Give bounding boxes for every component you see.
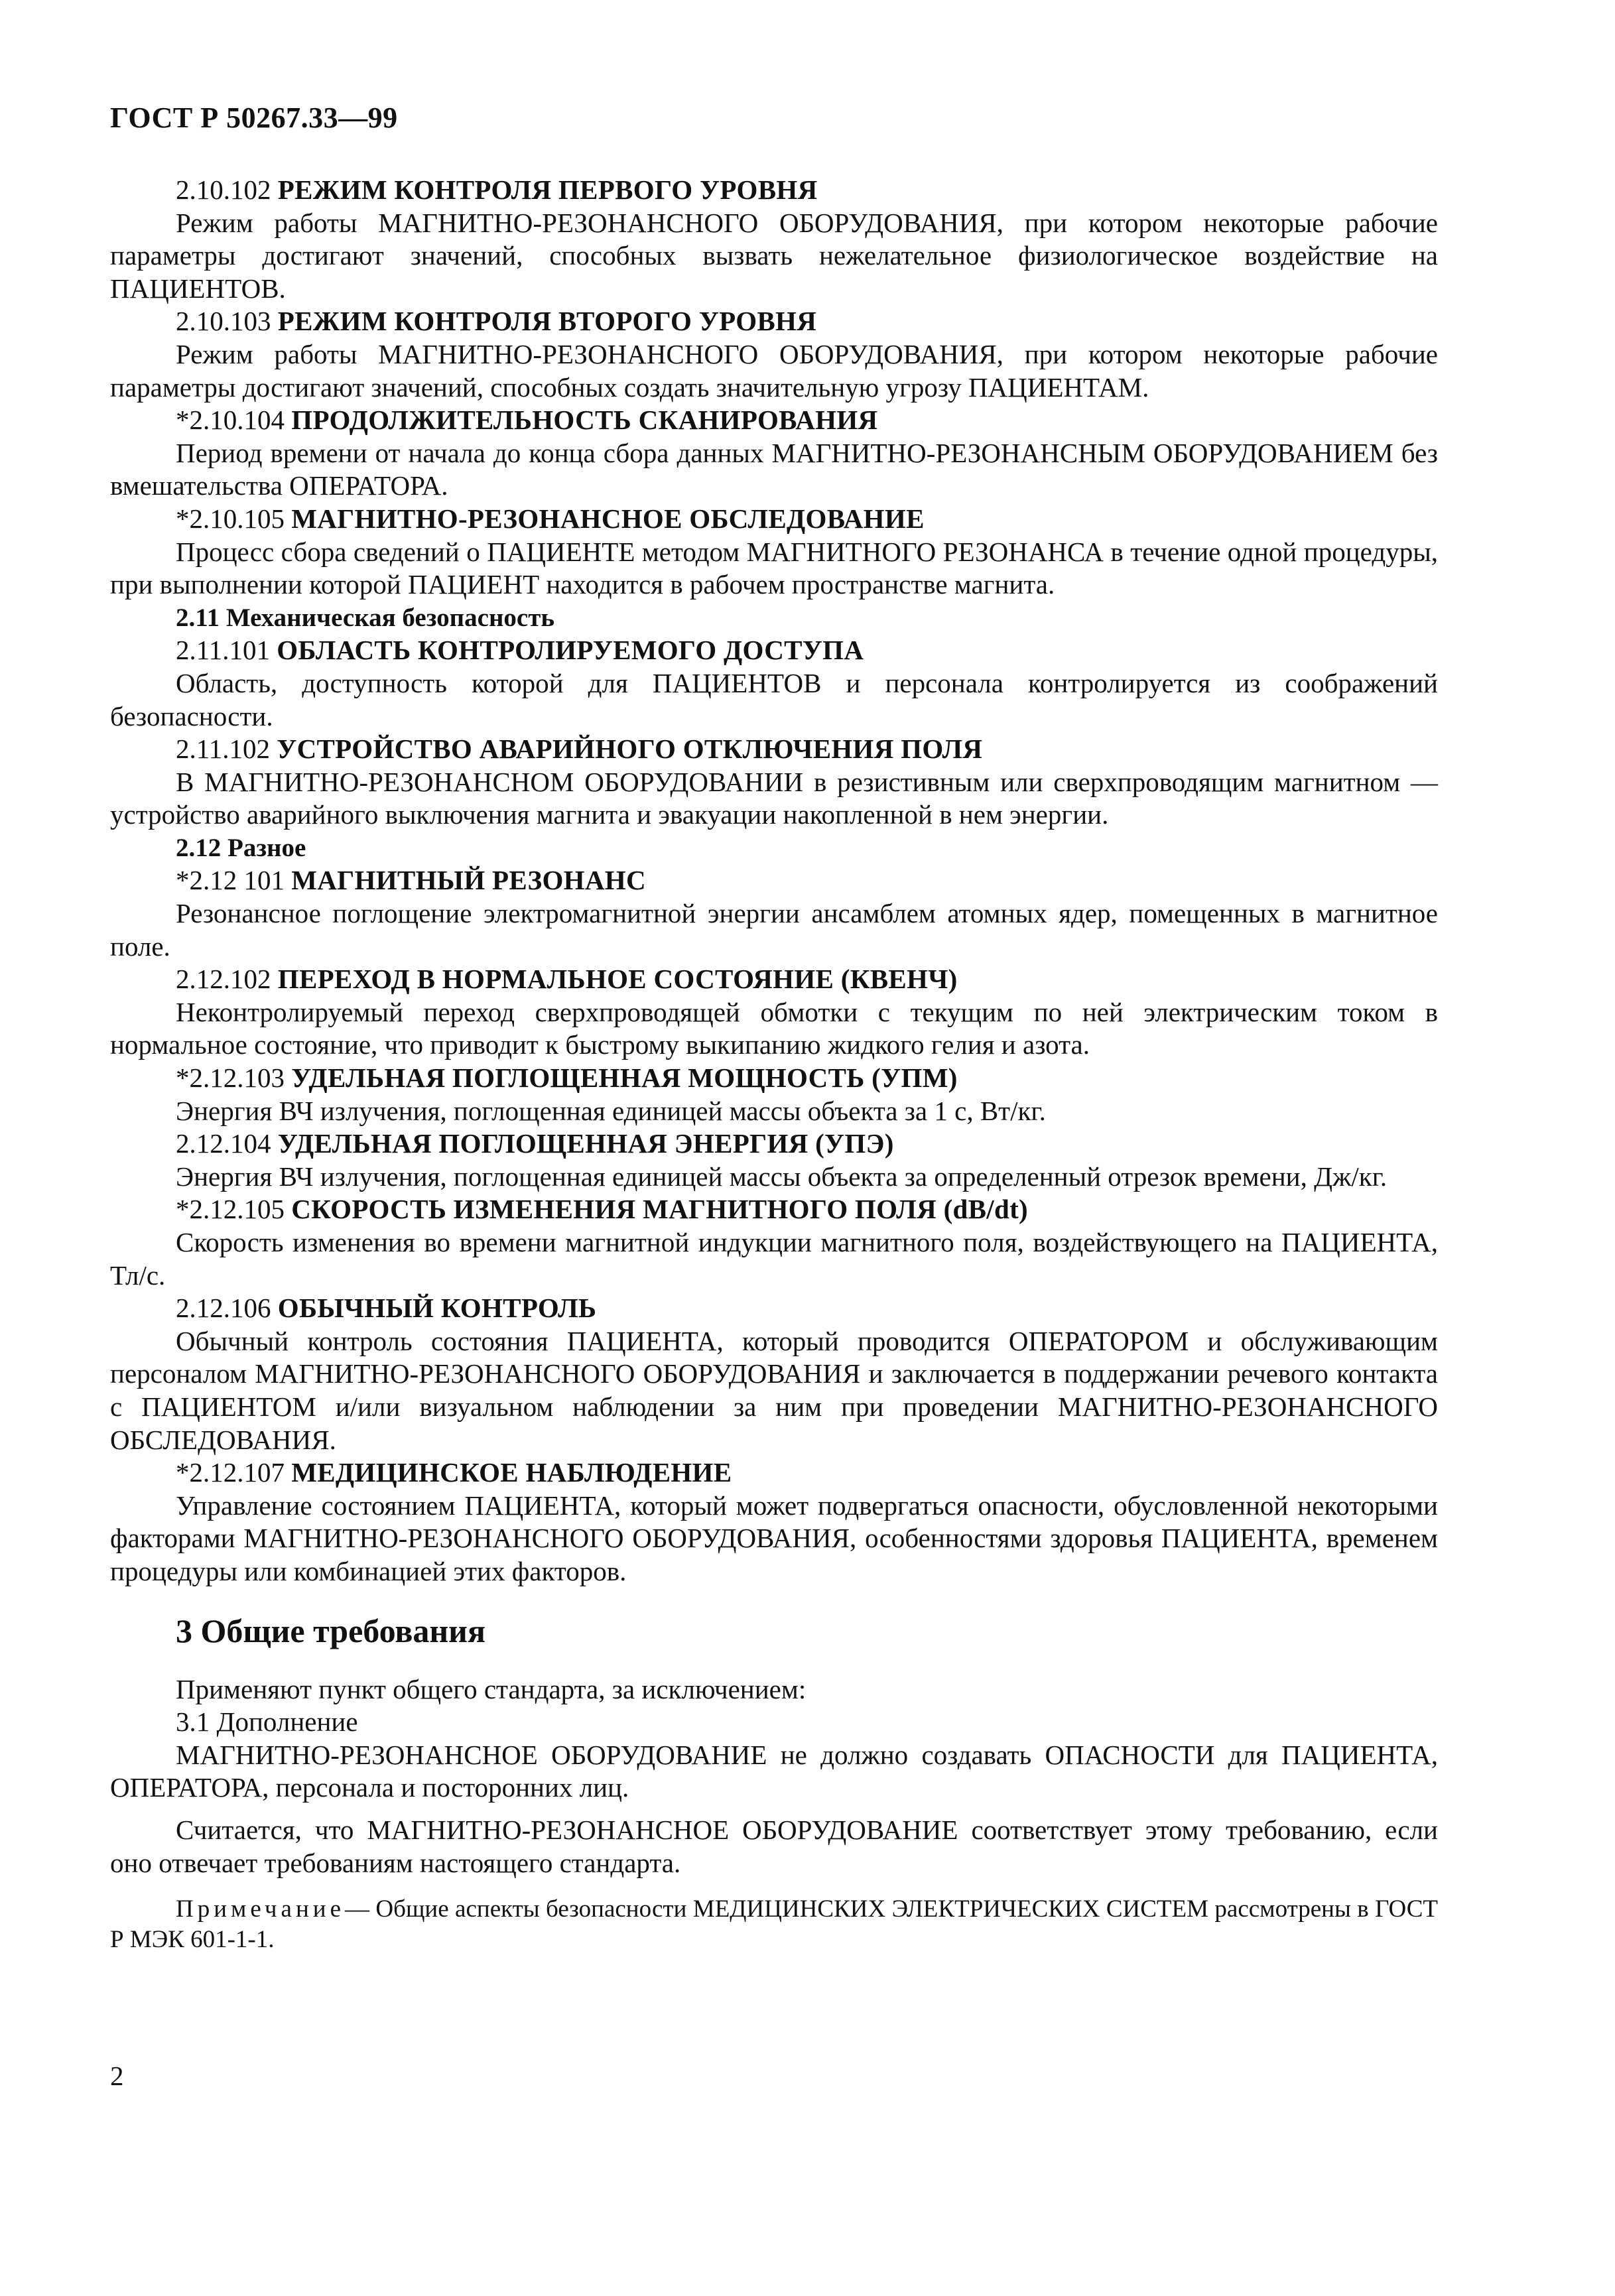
term-number: *2.12.105 [176, 1194, 285, 1225]
term-heading [110, 634, 1438, 667]
term-number: *2.12.103 [176, 1062, 285, 1094]
term-number: *2.10.105 [176, 503, 285, 534]
term-number: 2.12.102 [176, 964, 271, 995]
term-definition: Энергия ВЧ излучения, поглощенная единицей массы объекта за определенный отрезок времени, Дж/кг. [176, 1161, 1388, 1192]
term-title: МЕДИЦИНСКОЕ НАБЛЮДЕНИЕ [291, 1457, 732, 1488]
note-label: Примечание [176, 1895, 345, 1923]
term-title: ПРОДОЛЖИТЕЛЬНОСТЬ СКАНИРОВАНИЯ [291, 405, 878, 436]
section-intro: Применяют пункт общего стандарта, за исключением: [176, 1673, 807, 1704]
term-title: ОБЫЧНЫЙ КОНТРОЛЬ [277, 1293, 597, 1324]
term-heading [110, 503, 1438, 536]
term-definition: Энергия ВЧ излучения, поглощенная единицей массы объекта за 1 с, Вт/кг. [176, 1095, 1046, 1126]
document-body [110, 174, 1438, 1955]
term-title: УДЕЛЬНАЯ ПОГЛОЩЕННАЯ МОЩНОСТЬ (УПМ) [291, 1062, 958, 1094]
term-heading [110, 305, 1438, 338]
term-title: ПЕРЕХОД В НОРМАЛЬНОЕ СОСТОЯНИЕ (КВЕНЧ) [277, 964, 958, 995]
term-heading [110, 1456, 1438, 1490]
page-number: 2 [110, 2061, 124, 2091]
term-definition: Режим работы МАГНИТНО-РЕЗОНАНСНОГО ОБОРУДОВАНИЯ, при котором некоторые рабочие параметры достигают значений, способных создать значительную угрозу ПАЦИЕНТАМ. [110, 338, 1438, 403]
note-text: — Общие аспекты безопасности МЕДИЦИНСКИХ ЭЛЕКТРИЧЕСКИХ СИСТЕМ рассмотрены в ГОСТ Р МЭК 601-1-1. [110, 1895, 1438, 1954]
requirement-paragraph: МАГНИТНО-РЕЗОНАНСНОЕ ОБОРУДОВАНИЕ не должно создавать ОПАСНОСТИ для ПАЦИЕНТА, ОПЕРАТОРА, персонала и посторонних лиц. [110, 1739, 1438, 1803]
term-definition: Скорость изменения во времени магнитной индукции магнитного поля, воздействующего на ПАЦИЕНТА, Тл/с. [110, 1227, 1438, 1291]
term-definition: Управление состоянием ПАЦИЕНТА, который может подвергаться опасности, обусловленной некоторыми факторами МАГНИТНО-РЕЗОНАНСНОГО ОБОРУДОВАНИЯ, особенностями здоровья ПАЦИЕНТА, временем процедуры или комбинацией этих факторов. [110, 1490, 1438, 1586]
term-number: 2.12.104 [176, 1128, 271, 1159]
document-id-header: ГОСТ Р 50267.33—99 [110, 101, 398, 134]
term-number: 2.10.102 [176, 174, 271, 205]
term-title: РЕЖИМ КОНТРОЛЯ ВТОРОГО УРОВНЯ [277, 306, 817, 337]
term-number: 2.10.103 [176, 306, 271, 337]
term-heading [110, 733, 1438, 766]
term-definition: Область, доступность которой для ПАЦИЕНТОВ и персонала контролируется из соображений безопасности. [110, 667, 1438, 732]
term-definition: Процесс сбора сведений о ПАЦИЕНТЕ методом МАГНИТНОГО РЕЗОНАНСА в течение одной процедуры, при выполнении которой ПАЦИЕНТ находится в рабочем пространстве магнита. [110, 536, 1438, 600]
compliance-paragraph: Считается, что МАГНИТНО-РЕЗОНАНСНОЕ ОБОРУДОВАНИЕ соответствует этому требованию, если оно отвечает требованиям настоящего стандарта. [110, 1814, 1438, 1878]
term-definition: В МАГНИТНО-РЕЗОНАНСНОМ ОБОРУДОВАНИИ в резистивным или сверхпроводящим магнитном — устройство аварийного выключения магнита и эвакуации накопленной в нем энергии. [110, 766, 1438, 830]
term-heading [110, 404, 1438, 437]
term-number: 2.12.106 [176, 1293, 271, 1324]
term-definition: Неконтролируемый переход сверхпроводящей обмотки с текущим по ней электрическим током в нормальное состояние, что приводит к быстрому выкипанию жидкого гелия и азота. [110, 996, 1438, 1060]
term-title: РЕЖИМ КОНТРОЛЯ ПЕРВОГО УРОВНЯ [277, 174, 818, 205]
term-heading [110, 1193, 1438, 1226]
term-title: УСТРОЙСТВО АВАРИЙНОГО ОТКЛЮЧЕНИЯ ПОЛЯ [277, 733, 983, 765]
term-number: 2.11.101 [176, 635, 270, 666]
section-heading-3: 3 Общие требования [176, 1612, 486, 1649]
term-definition: Обычный контроль состояния ПАЦИЕНТА, который проводится ОПЕРАТОРОМ и обслуживающим персоналом МАГНИТНО-РЕЗОНАНСНОГО ОБОРУДОВАНИЯ и заключается в поддержании речевого контакта с ПАЦИЕНТОМ и/или визуальном наблюдении за ним при проведении МАГНИТНО-РЕЗОНАНСНОГО ОБСЛЕДОВАНИЯ. [110, 1325, 1438, 1455]
term-number: 2.11.102 [176, 733, 270, 765]
term-heading [110, 174, 1438, 207]
term-title: ОБЛАСТЬ КОНТРОЛИРУЕМОГО ДОСТУПА [277, 635, 864, 666]
term-heading [110, 1127, 1438, 1161]
clause-heading-3-1: 3.1 Дополнение [176, 1706, 358, 1738]
note-paragraph [110, 1894, 1438, 1955]
term-heading [110, 864, 1438, 897]
subsection-heading-2-12: 2.12 Разное [176, 833, 306, 862]
term-title: СКОРОСТЬ ИЗМЕНЕНИЯ МАГНИТНОГО ПОЛЯ (dB/dt) [291, 1194, 1028, 1225]
term-definition: Период времени от начала до конца сбора данных МАГНИТНО-РЕЗОНАНСНЫМ ОБОРУДОВАНИЕМ без вмешательства ОПЕРАТОРА. [110, 437, 1438, 501]
term-heading [110, 1292, 1438, 1325]
term-number: *2.12.107 [176, 1457, 285, 1488]
term-title: УДЕЛЬНАЯ ПОГЛОЩЕННАЯ ЭНЕРГИЯ (УПЭ) [277, 1128, 894, 1159]
term-number: *2.10.104 [176, 405, 285, 436]
subsection-heading-2-11: 2.11 Механическая безопасность [176, 603, 555, 632]
term-title: МАГНИТНО-РЕЗОНАНСНОЕ ОБСЛЕДОВАНИЕ [291, 503, 925, 534]
term-title: МАГНИТНЫЙ РЕЗОНАНС [291, 865, 646, 896]
term-heading [110, 963, 1438, 996]
term-heading [110, 1062, 1438, 1095]
term-definition: Режим работы МАГНИТНО-РЕЗОНАНСНОГО ОБОРУДОВАНИЯ, при котором некоторые рабочие параметры достигают значений, способных вызвать нежелательное физиологическое воздействие на ПАЦИЕНТОВ. [110, 207, 1438, 304]
term-number: *2.12 101 [176, 865, 285, 896]
term-definition: Резонансное поглощение электромагнитной энергии ансамблем атомных ядер, помещенных в магнитное поле. [110, 898, 1438, 962]
